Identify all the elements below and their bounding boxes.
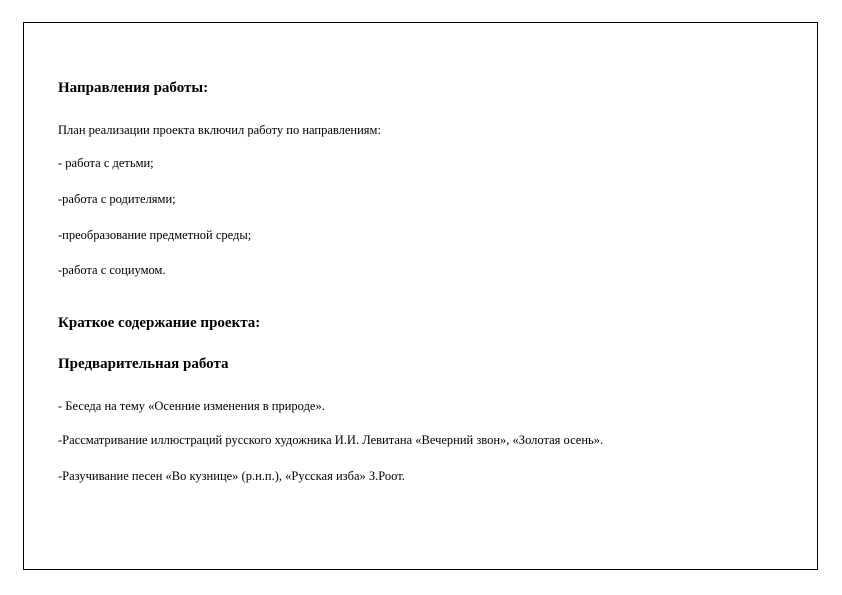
- page-frame: [23, 22, 818, 570]
- list-item-work-with-society: -работа с социумом.: [58, 263, 166, 277]
- list-item-songs: -Разучивание песен «Во кузнице» (р.н.п.), «Русская изба» З.Роот.: [58, 469, 405, 483]
- list-item-conversation: - Беседа на тему «Осенние изменения в природе».: [58, 399, 325, 413]
- subheading-preliminary-work: Предварительная работа: [58, 356, 229, 372]
- heading-project-summary: Краткое содержание проекта:: [58, 315, 261, 331]
- list-item-work-with-parents: -работа с родителями;: [58, 192, 176, 206]
- list-item-illustrations: -Рассматривание иллюстраций русского художника И.И. Левитана «Вечерний звон», «Золотая осень».: [58, 433, 604, 447]
- list-item-work-with-children: - работа с детьми;: [58, 156, 154, 170]
- intro-paragraph: План реализации проекта включил работу по направлениям:: [58, 123, 381, 137]
- heading-work-directions: Направления работы:: [58, 80, 209, 96]
- list-item-environment-transformation: -преобразование предметной среды;: [58, 228, 252, 242]
